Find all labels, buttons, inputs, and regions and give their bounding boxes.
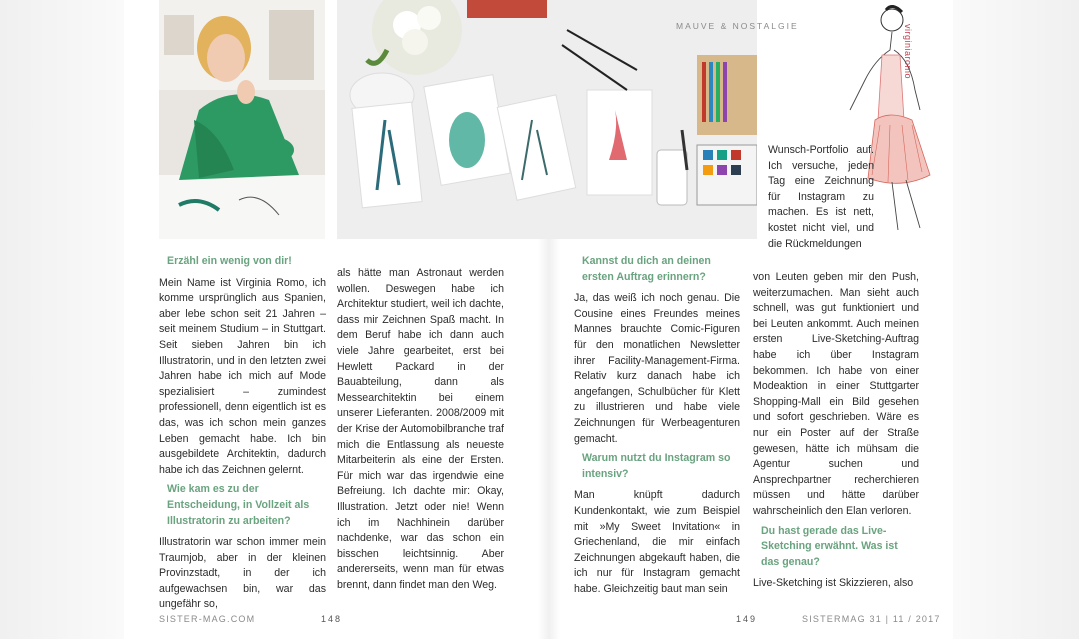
question-heading xyxy=(582,451,740,482)
question-line: Illustratorin zu arbeiten? xyxy=(167,514,291,527)
column-4-top xyxy=(768,143,874,252)
paragraph: Ja, das weiß ich noch genau. Die Cousine eines Freundes meines Mannes brauchte Comic-Figuren für den monatlichen Newsletter ihrer Facility-Management-Firma. Relativ kurz danach habe ich angefangen, Schulbücher für Klett zu illustrieren und habe viele Zeichnungen für Werbeagenturen gemacht. xyxy=(574,292,740,445)
question-heading xyxy=(167,482,326,529)
column-4 xyxy=(753,270,919,592)
question-line: ersten Auftrag erinnern? xyxy=(582,270,706,283)
paragraph: Wunsch-Portfolio auf. Ich versuche, jeden Tag eine Zeichnung für Instagram zu machen. Es ist nett, kostet nicht viel, und die Rückmeldungen xyxy=(768,144,874,250)
section-title: MAUVE & NOSTALGIE xyxy=(676,21,799,31)
question-line: Entscheidung, in Vollzeit als xyxy=(167,498,310,511)
paragraph: als hätte man Astronaut werden wollen. Deswegen habe ich Architektur studiert, weil ich dachte, dass mir Zeichnen Spaß macht. In dem Beruf habe ich dann auch viele Jahre gearbeitet, erst bei Hewlett Packard in der Bauabteilung, dann als Messearchitektin bei einem unserer Lieferanten. 2008/2009 mit der Krise der Automobilbranche traf mich die Entlassung als neueste Mitarbeiterin als eine der Ersten. Für mich war das irgendwie eine Befreiung. Ich dachte mir: Okay, Illustration. Jetzt oder nie! Wenn ich im Nachhinein darüber nachdenke, war das schon ein bisschen leichtsinnig. Aber andererseits, wenn man für etwas brennt, dann findet man den Weg. xyxy=(337,267,504,591)
paragraph: Live-Sketching ist Skizzieren, also xyxy=(753,577,914,590)
right-margin-shade xyxy=(953,0,1079,639)
question-line: Erzähl ein wenig von dir! xyxy=(167,255,292,267)
page-number-left: 148 xyxy=(321,614,343,624)
column-1 xyxy=(159,250,326,613)
paragraph: Man knüpft dadurch Kundenkontakt, wie zum Beispiel mit »My Sweet Invitation« in Griechenland, die mir einfach Zeichnungen abgekauft haben, die ich nur für Instagram gemacht habe. Gleichzeitig baut man sein xyxy=(574,489,740,595)
question-line: intensiv? xyxy=(582,467,629,480)
question-heading xyxy=(761,524,919,571)
left-margin-shade xyxy=(0,0,124,639)
artist-signature: virginiaromo xyxy=(903,24,913,80)
question-line: Wie kam es zu der xyxy=(167,483,259,496)
paragraph: Mein Name ist Virginia Romo, ich komme ursprünglich aus Spanien, aber lebe schon seit 21 Jahren – seit meinem Studium – in Stuttgart. Seit sieben Jahren bin ich Illustratorin, und in den letzten zwei Jahren habe ich mich auf Mode spezialisiert – zumindest professionell, denn eigentlich ist es das, was ich schon mein ganzes Leben gemacht habe. Ich bin ausgebildete Architektin, dadurch habe ich das Zeichnen gelernt. xyxy=(159,276,326,476)
question-heading xyxy=(582,254,740,285)
footer-site: SISTER-MAG.COM xyxy=(159,614,256,624)
question-line: Du hast gerade das Live- xyxy=(761,524,887,537)
question-line: das genau? xyxy=(761,555,820,568)
paragraph: Illustratorin war schon immer mein Traumjob, aber in der kleinen Provinzstadt, in der ich aufgewachsen bin, war das ungefähr so, xyxy=(159,536,326,611)
question-line: Warum nutzt du Instagram so xyxy=(582,452,731,465)
page-number-right: 149 xyxy=(736,614,758,624)
question-line: Kannst du dich an deinen xyxy=(582,255,711,267)
column-2 xyxy=(337,266,504,593)
column-3 xyxy=(574,250,740,597)
question-heading xyxy=(167,254,326,270)
portrait-photo xyxy=(159,0,325,239)
paragraph: von Leuten geben mir den Push, weiterzumachen. Man sieht auch schnell, was gut funktioniert und bei Leuten ankommt. Auch meinen ersten Live-Sketching-Auftrag habe ich über Instagram bekommen. Ich habe von einer Modeaktion in einer Stuttgarter Shopping-Mall ein Bild gesehen und sofort geschrieben. Wäre es nur ein Poster auf der Straße gewesen, hätte ich mühsam die Agentur suchen und Ansprechpartner recherchieren müssen und hätte darüber wahrscheinlich den Elan verloren. xyxy=(753,271,919,517)
desk-illustrations-photo xyxy=(337,0,757,239)
question-line: Sketching erwähnt. Was ist xyxy=(761,540,898,553)
footer-issue: SISTERMAG 31 | 11 / 2017 xyxy=(802,614,941,624)
